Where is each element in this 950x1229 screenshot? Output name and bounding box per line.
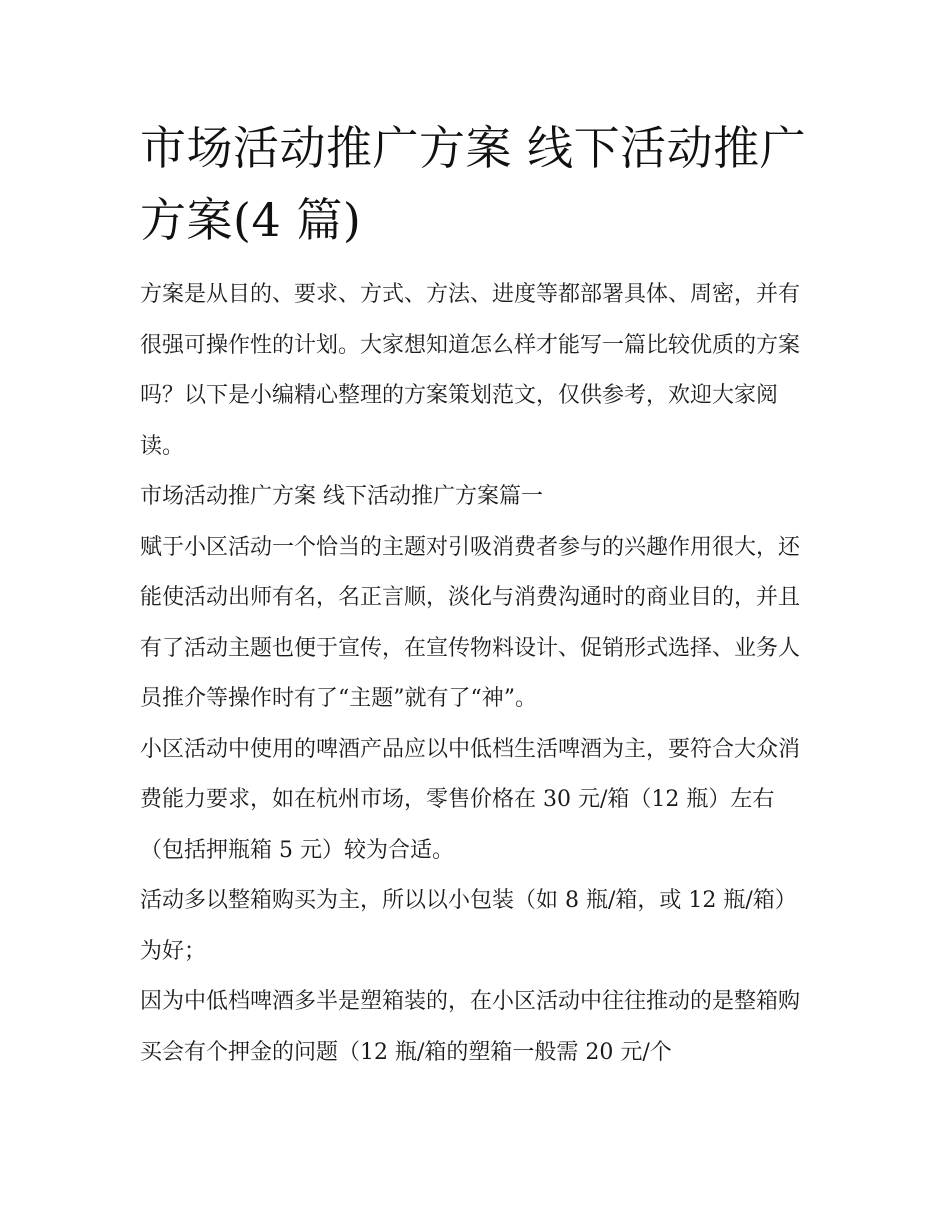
document-body (140, 112, 812, 1078)
body-paragraph: 小区活动中使用的啤酒产品应以中低档生活啤酒为主，要符合大众消费能力要求，如在杭州市场，零售价格在 30 元/箱（12 瓶）左右（包括押瓶箱 5 元）较为合适。 (140, 736, 801, 863)
body-paragraph: 赋于小区活动一个恰当的主题对引吸消费者参与的兴趣作用很大，还能使活动出师有名，名正言顺，淡化与消费沟通时的商业目的，并且有了活动主题也便于宣传，在宣传物料设计、促销形式选择、业务人员推介等操作时有了“主题”就有了“神”。 (140, 534, 801, 711)
document-title: 市场活动推广方案 线下活动推广方案(4 篇) (140, 121, 807, 247)
body-paragraph: 活动多以整箱购买为主，所以以小包装（如 8 瓶/箱，或 12 瓶/箱）为好； (140, 888, 797, 964)
intro-paragraph: 方案是从目的、要求、方式、方法、进度等都部署具体、周密，并有很强可操作性的计划。大家想知道怎么样才能写一篇比较优质的方案吗？以下是小编精心整理的方案策划范文，仅供参考，欢迎大家阅读。 (140, 282, 801, 459)
body-paragraph: 因为中低档啤酒多半是塑箱装的，在小区活动中往往推动的是整箱购买会有个押金的问题（12 瓶/箱的塑箱一般需 20 元/个 (140, 989, 801, 1065)
section-heading: 市场活动推广方案 线下活动推广方案篇一 (140, 484, 543, 509)
